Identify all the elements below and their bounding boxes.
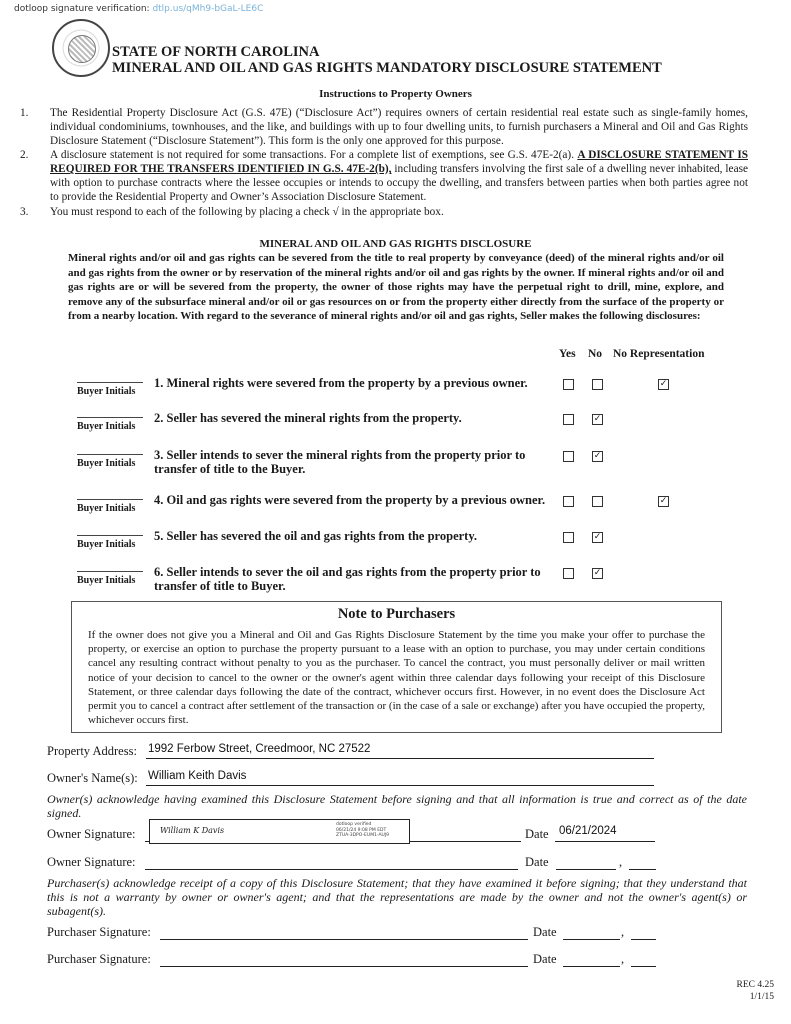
purchaser-signature-1-date-field[interactable]	[563, 925, 620, 940]
no-checkbox[interactable]	[592, 379, 603, 390]
yes-checkbox[interactable]	[563, 414, 574, 425]
yes-checkbox[interactable]	[563, 496, 574, 507]
no-checkbox[interactable]: ✓	[593, 451, 602, 461]
note-to-purchasers	[71, 601, 722, 733]
buyer-initials-field[interactable]: Buyer Initials	[77, 499, 143, 514]
purchaser-signature-2-date-field[interactable]	[563, 952, 620, 967]
item-text-before: A disclosure statement is not required for some transactions. For a complete list of exemptions, see G.S. 47E-2(a).	[50, 149, 578, 162]
question-text: 4. Oil and gas rights were severed from the property by a previous owner.	[154, 493, 546, 507]
owner-signature-2-date-field[interactable]	[556, 855, 616, 870]
no-checkbox[interactable]	[592, 496, 603, 507]
item-text	[50, 149, 748, 204]
column-header-no-representation: No Representation	[613, 348, 705, 360]
owner-signature-2-year-field[interactable]	[629, 855, 656, 870]
owner-signature-label: Owner Signature:	[47, 827, 136, 841]
buyer-initials-field[interactable]: Buyer Initials	[77, 571, 143, 586]
instruction-item	[20, 107, 748, 148]
purchaser-signature-1-label: Purchaser Signature:	[47, 925, 151, 939]
date-comma: ,	[619, 855, 623, 869]
date-comma: ,	[621, 925, 625, 939]
verification-link[interactable]: dtlp.us/qMh9-bGaL-LE6C	[152, 4, 264, 14]
owner-signature-name: William K Davis	[160, 826, 225, 835]
no-checkbox[interactable]: ✓	[593, 568, 602, 578]
purchaser-signature-1-date-label: Date	[533, 925, 557, 939]
question-text: 3. Seller intends to sever the mineral rights from the property prior to transfer of title to the Buyer.	[154, 448, 526, 476]
seal-icon	[52, 19, 110, 77]
owner-signature-2-label: Owner Signature:	[47, 855, 136, 869]
purchaser-signature-2-field[interactable]	[160, 952, 528, 967]
owner-acknowledgment: Owner(s) acknowledge having examined this Disclosure Statement before signing and that all information is true and correct as of the date signed.	[47, 792, 747, 820]
owner-signature-date-label: Date	[525, 827, 549, 841]
owner-names-label: Owner's Name(s):	[47, 771, 138, 785]
instructions-list	[20, 107, 748, 220]
item-text-emphasis: A DISCLOSURE STATEMENT IS REQUIRED FOR THE TRANSFERS IDENTIFIED IN G.S. 47E-2(b),	[50, 149, 748, 176]
item-text-after: including transfers involving the first sale of a dwelling never inhabited, lease with option to purchase contracts where the lessee occupies or intends to occupy the dwelling, and transfers between parties when both parties agree not to provide the Residential Property and Owner’s Association Disclosure Statement.	[50, 163, 748, 203]
instructions-title: Instructions to Property Owners	[319, 88, 472, 100]
buyer-initials-field[interactable]: Buyer Initials	[77, 417, 143, 432]
column-header-yes: Yes	[559, 348, 576, 360]
item-text: The Residential Property Disclosure Act (G.S. 47E) (“Disclosure Act”) requires owners of certain residential real estate such as single-family homes, individual condominiums, townhouses, and the like, and buildings with up to four dwelling units, to furnish purchasers a Mineral and Oil and Gas Rights Disclosure Statement (“Disclosure Statement”). This form is the only one approved for this purpose.	[50, 107, 748, 147]
disclosure-body: Mineral rights and/or oil and gas rights can be severed from the title to real property by conveyance (deed) of the mineral rights and/or oil and gas rights from the owner or by reservation of the mineral rights and/or oil and gas rights by the owner. If mineral rights and/or oil and gas rights are or will be severed from the property, the owner of those rights may have the perpetual right to drill, mine, explore, and remove any of the subsurface mineral and/or oil or gas resources on or from the property either directly from the surface of the property or from a nearby location. With regard to the severance of mineral rights and/or oil and gas rights, Seller makes the following disclosures:	[68, 252, 724, 323]
instruction-item	[20, 206, 748, 220]
purchaser-signature-2-date-label: Date	[533, 952, 557, 966]
no-representation-checkbox[interactable]: ✓	[659, 496, 668, 506]
verification-label: dotloop signature verification:	[14, 4, 150, 14]
buyer-initials-field[interactable]: Buyer Initials	[77, 535, 143, 550]
owner-signature-field[interactable]	[149, 819, 410, 844]
buyer-initials-field[interactable]: Buyer Initials	[77, 454, 143, 469]
instruction-item	[20, 149, 748, 204]
question-text: 1. Mineral rights were severed from the property by a previous owner.	[154, 376, 528, 390]
item-number: 2.	[20, 149, 29, 162]
owner-signature-date-value: 06/21/2024	[559, 825, 617, 837]
question-text: 2. Seller has severed the mineral rights from the property.	[154, 411, 462, 425]
purchaser-signature-1-year-field[interactable]	[631, 925, 656, 940]
note-body: If the owner does not give you a Mineral and Oil and Gas Rights Disclosure Statement by the time you make your offer to purchase the property, or exercise an option to purchase the property pursuant to a lease with an option to purchase, you may under certain conditions cancel any resulting contract without penalty to you as the purchaser. To cancel the contract, you must personally deliver or mail written notice of your decision to cancel to the owner or the owner's agent within three calendar days following your receipt of this Disclosure Statement, or three calendar days following the date of the contract, whichever occurs first. However, in no event does the Disclosure Act permit you to cancel a contract after settlement of the transaction or (in the case of a sale or exchange) after you have occupied the property, whichever occurs first.	[88, 629, 705, 727]
purchaser-signature-2-label: Purchaser Signature:	[47, 952, 151, 966]
question-text: 6. Seller intends to sever the oil and gas rights from the property prior to transfer of title to Buyer.	[154, 565, 541, 593]
page-title-state: STATE OF NORTH CAROLINA	[112, 44, 320, 60]
no-checkbox[interactable]: ✓	[593, 414, 602, 424]
date-comma: ,	[621, 952, 625, 966]
disclosure-title: MINERAL AND OIL AND GAS RIGHTS DISCLOSURE	[259, 238, 532, 250]
purchaser-signature-1-field[interactable]	[160, 925, 528, 940]
no-representation-checkbox[interactable]: ✓	[659, 379, 668, 389]
yes-checkbox[interactable]	[563, 532, 574, 543]
signature-verification-stamp	[336, 822, 389, 839]
form-date: 1/1/15	[749, 992, 774, 1002]
buyer-initials-field[interactable]: Buyer Initials	[77, 382, 143, 397]
owner-signature-2-field[interactable]	[145, 855, 518, 870]
owner-signature-2-date-label: Date	[525, 855, 549, 869]
signature-verification	[14, 4, 263, 14]
no-checkbox[interactable]: ✓	[593, 532, 602, 542]
column-header-no: No	[588, 348, 603, 360]
stamp-line: dotloop verified	[336, 822, 372, 827]
question-text: 5. Seller has severed the oil and gas rights from the property.	[154, 529, 478, 543]
stamp-line: 06/21/24 9:08 PM EDT	[336, 827, 387, 833]
item-number: 1.	[20, 107, 29, 119]
yes-checkbox[interactable]	[563, 568, 574, 579]
page-title-form: MINERAL AND OIL AND GAS RIGHTS MANDATORY DISCLOSURE STATEMENT	[112, 60, 662, 76]
property-address-label: Property Address:	[47, 744, 137, 758]
yes-checkbox[interactable]	[563, 379, 574, 390]
stamp-line: ZTUA-3DPO-EUM1-AUJ9	[336, 833, 390, 838]
form-footer	[737, 979, 774, 1003]
purchaser-signature-2-year-field[interactable]	[631, 952, 656, 967]
item-number: 3.	[20, 205, 29, 218]
yes-checkbox[interactable]	[563, 451, 574, 462]
form-code: REC 4.25	[736, 980, 774, 990]
property-address-value: 1992 Ferbow Street, Creedmoor, NC 27522	[148, 743, 371, 755]
item-text: You must respond to each of the following by placing a check √ in the appropriate box.	[50, 205, 444, 218]
purchaser-acknowledgment: Purchaser(s) acknowledge receipt of a copy of this Disclosure Statement; that they have examined it before signing; that they understand that this is not a warranty by owner or owner's agent; and that the representations are made by the owner and not the owner's agent(s) or subagent(s).	[47, 876, 747, 918]
note-title: Note to Purchasers	[337, 606, 456, 622]
owner-names-value: William Keith Davis	[148, 770, 247, 782]
